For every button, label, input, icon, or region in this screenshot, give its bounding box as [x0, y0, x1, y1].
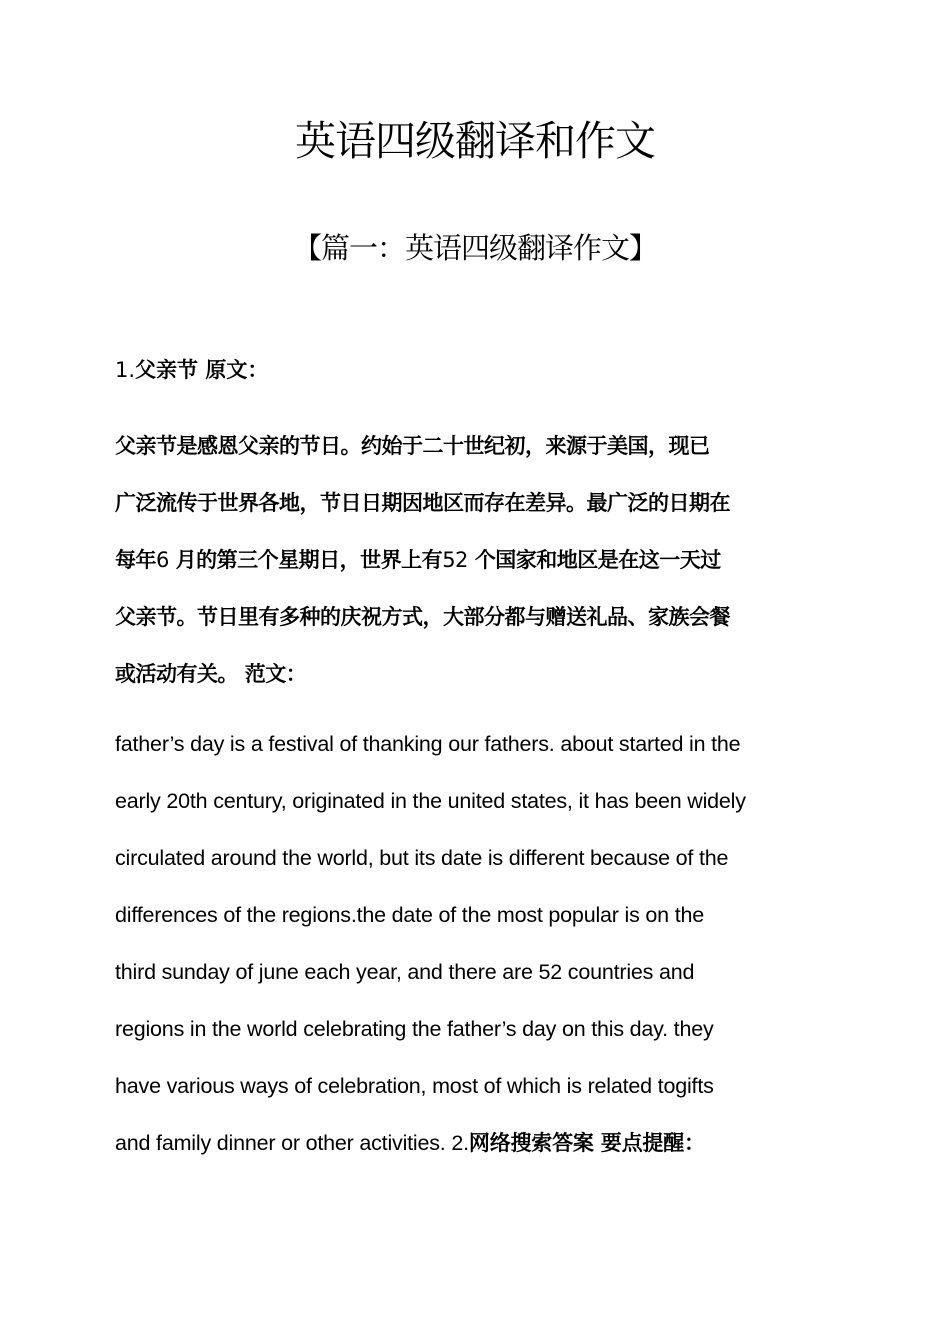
source-line: 或活动有关。 范文：	[115, 662, 307, 686]
essay-line: father’s day is a festival of thanking our fathers. about started in the	[115, 732, 741, 756]
essay-line: regions in the world celebrating the father’s day on this day. they	[115, 1017, 714, 1041]
source-number: 52	[442, 548, 468, 572]
source-line: 父亲节。节日里有多种的庆祝方式，大部分都与赠送礼品、家族会餐	[115, 605, 730, 629]
source-line: 父亲节是感恩父亲的节日。约始于二十世纪初，来源于美国，现已	[115, 434, 710, 458]
section-1-number: 1.	[115, 358, 136, 382]
document-subtitle: 【篇一：英语四级翻译作文】	[292, 231, 657, 265]
section-2-heading: 网络搜索答案 要点提醒：	[468, 1131, 705, 1155]
essay-line: have various ways of celebration, most of which is related togifts	[115, 1074, 714, 1098]
source-line: 广泛流传于世界各地，节日日期因地区而存在差异。最广泛的日期在	[115, 491, 730, 515]
source-line	[115, 532, 837, 589]
section-1-title: 父亲节 原文：	[135, 358, 269, 382]
source-number: 6	[156, 548, 169, 572]
document-title: 英语四级翻译和作文	[295, 117, 655, 165]
essay-line: differences of the regions.the date of the most popular is on the	[115, 903, 704, 927]
source-text-paragraph	[115, 418, 837, 703]
source-fragment: 月的第三个星期日，世界上有	[168, 548, 443, 572]
model-essay-paragraph	[115, 716, 837, 1172]
essay-line: circulated around the world, but its date is different because of the	[115, 846, 729, 870]
source-fragment: 个国家和地区是在这一天过	[467, 548, 721, 572]
source-fragment: 每年	[115, 548, 156, 572]
essay-line	[115, 1115, 837, 1172]
section-1-heading	[115, 350, 837, 390]
essay-line: early 20th century, originated in the united states, it has been widely	[115, 789, 746, 813]
essay-fragment: and family dinner or other activities. 2.	[115, 1131, 469, 1155]
essay-line: third sunday of june each year, and there are 52 countries and	[115, 960, 695, 984]
